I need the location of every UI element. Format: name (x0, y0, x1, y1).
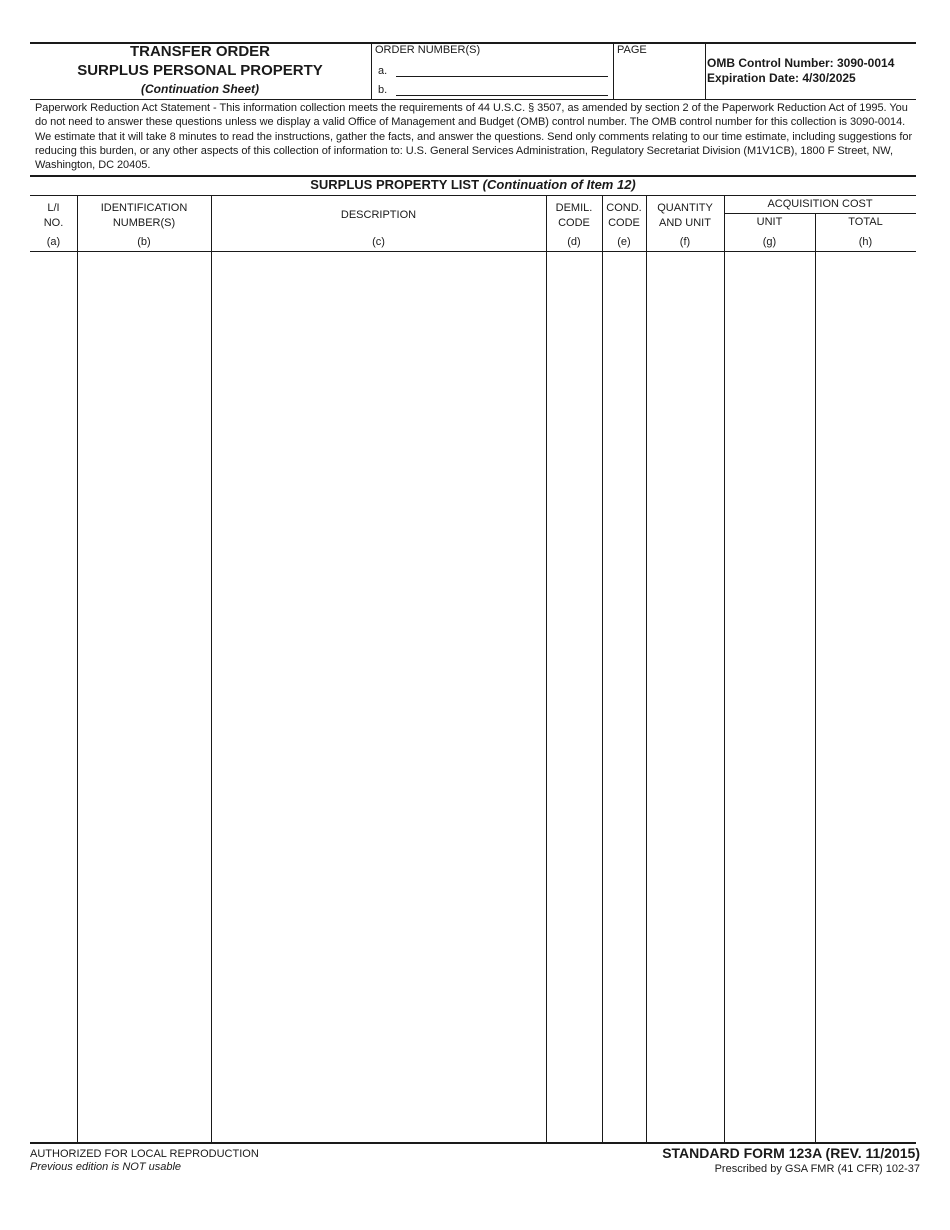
order-b-label: b. (378, 84, 388, 96)
header-divider-1 (371, 43, 372, 100)
authorized-reproduction: AUTHORIZED FOR LOCAL REPRODUCTION (30, 1148, 259, 1160)
order-a-field[interactable] (396, 76, 608, 77)
header-divider-2 (613, 43, 614, 100)
col-header-quantity (646, 201, 724, 231)
form-title-line1: TRANSFER ORDER (129, 43, 270, 60)
header-divider-3 (705, 43, 706, 100)
col-header-identification-line2: NUMBER(S) (112, 217, 176, 229)
col-letter-g: (g) (762, 236, 777, 248)
col-header-li-no-line2: NO. (43, 217, 64, 229)
expiration-date: Expiration Date: 4/30/2025 (707, 71, 856, 85)
list-title (30, 177, 916, 192)
form-subtitle: (Continuation Sheet) (141, 82, 259, 96)
col-header-description (211, 208, 546, 223)
col-header-cond-line1: COND. (606, 202, 642, 214)
col-header-quantity-line2: AND UNIT (659, 217, 711, 229)
col-header-cond-line2: CODE (608, 217, 640, 229)
form-number: STANDARD FORM 123A (REV. 11/2015) (662, 1145, 920, 1161)
page-label: PAGE (617, 44, 647, 56)
order-numbers-label: ORDER NUMBER(S) (375, 44, 481, 56)
previous-edition-note: Previous edition is NOT usable (30, 1161, 182, 1173)
col-letter-f: (f) (679, 236, 691, 248)
omb-control-number: OMB Control Number: 3090-0014 (707, 56, 895, 70)
col-header-description-line1: DESCRIPTION (340, 209, 417, 221)
order-b-field[interactable] (396, 95, 608, 96)
header-bottom-rule (30, 99, 916, 100)
col-header-unit: UNIT (756, 216, 783, 228)
col-letter-b: (b) (137, 236, 151, 248)
col-header-cond-code (602, 201, 646, 231)
col-header-quantity-line1: QUANTITY (657, 202, 713, 214)
col-header-demil-line2: CODE (558, 217, 590, 229)
form-title-line2: SURPLUS PERSONAL PROPERTY (77, 62, 323, 79)
page-field[interactable] (616, 58, 702, 98)
col-header-identification (77, 201, 211, 231)
col-letter-c: (c) (372, 236, 385, 248)
list-title-bottom-rule (30, 195, 916, 196)
col-letter-a: (a) (46, 236, 61, 248)
list-title-main: SURPLUS PROPERTY LIST (310, 177, 480, 192)
property-list-body[interactable] (30, 252, 916, 1142)
col-letter-d: (d) (567, 236, 581, 248)
col-header-acquisition-cost: ACQUISITION COST (767, 198, 873, 210)
col-letter-e: (e) (617, 236, 631, 248)
list-title-continuation: (Continuation of Item 12) (482, 177, 636, 192)
col-header-total: TOTAL (848, 216, 883, 228)
col-header-demil-line1: DEMIL. (555, 202, 593, 214)
col-header-identification-line1: IDENTIFICATION (100, 202, 188, 214)
col-letter-h: (h) (858, 236, 873, 248)
col-header-li-no-line1: L/I (47, 202, 60, 214)
paperwork-reduction-statement: Paperwork Reduction Act Statement - This information collection meets the requirements of 44 U.S.C. § 3507, as amended by section 2 of the Paperwork Reduction Act of 1995. You do not need to answer these questions unless we display a valid Office of Management and Budget (OMB) control number. The OMB control number for this collection is 3090-0014. We estimate that it will take 8 minutes to read the instructions, gather the facts, and answer the questions. Send only comments relating to our time estimate, including suggestions for reducing this burden, or any other aspects of this collection of information to: U.S. General Services Administration, Regulatory Secretariat Division (M1V1CB), 1800 F Street, NW, Washington, DC 20405. (35, 102, 913, 172)
order-a-label: a. (378, 65, 388, 77)
footer-rule (30, 1142, 916, 1144)
col-header-li-no (30, 201, 77, 231)
acquisition-cost-rule (724, 213, 916, 214)
prescribed-by: Prescribed by GSA FMR (41 CFR) 102-37 (714, 1163, 920, 1175)
col-header-demil-code (546, 201, 602, 231)
